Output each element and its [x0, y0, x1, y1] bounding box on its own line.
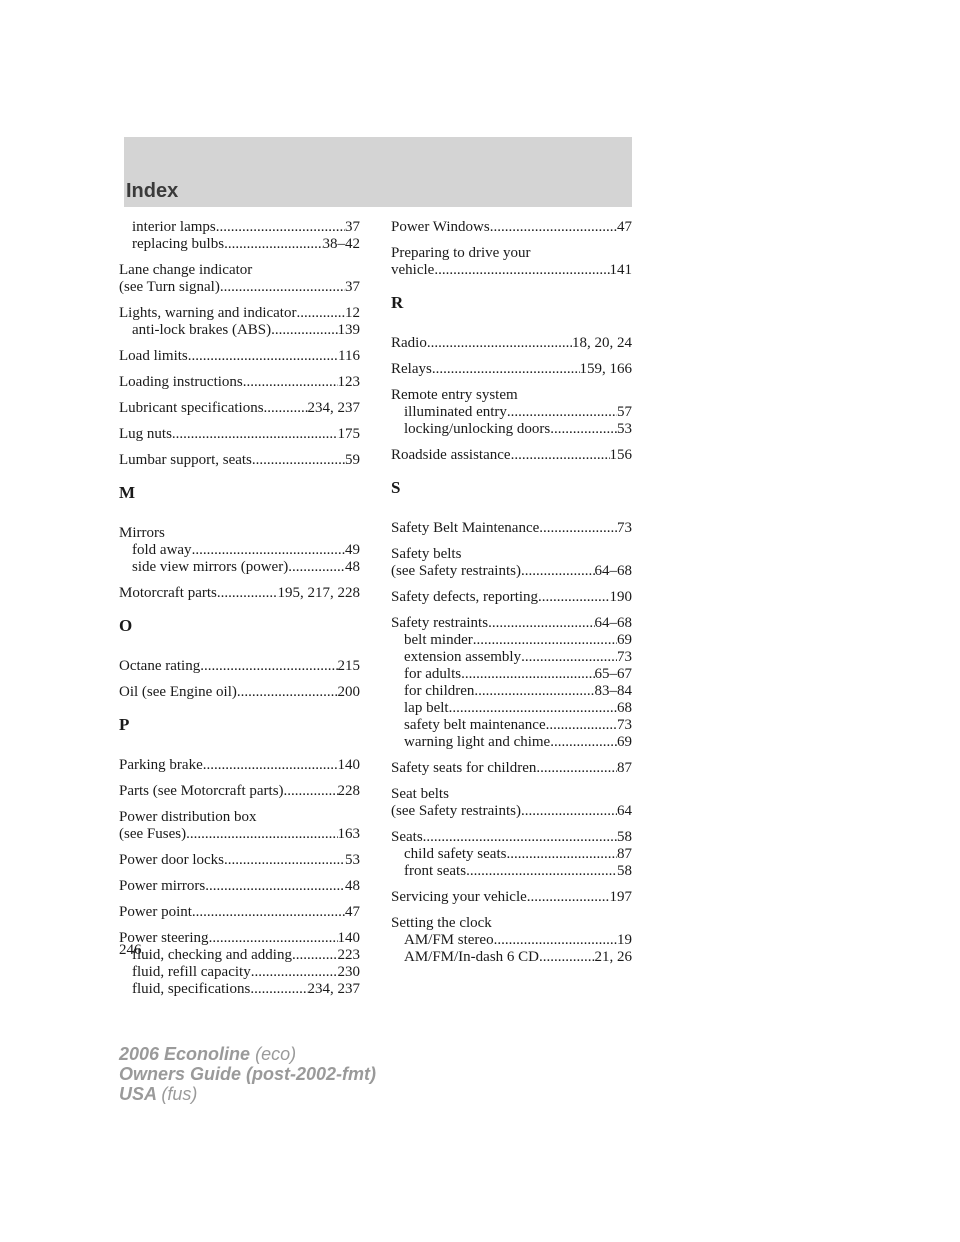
entry-label: fluid, specifications — [132, 981, 251, 997]
index-entry — [119, 400, 360, 417]
index-entry — [391, 889, 632, 906]
dot-leader — [205, 878, 345, 895]
dot-leader — [449, 700, 617, 717]
dot-leader — [296, 305, 345, 322]
dot-leader — [473, 632, 617, 649]
entry-label: Lumbar support, seats — [119, 452, 252, 468]
dot-leader — [217, 585, 278, 602]
index-entry-line — [391, 760, 632, 777]
page-reference: 53 — [345, 852, 360, 868]
entry-label: Loading instructions — [119, 374, 243, 390]
entry-label: Lubricant specifications — [119, 400, 264, 416]
page-reference: 47 — [617, 219, 632, 235]
index-entry — [391, 546, 632, 580]
index-entry-line — [119, 684, 360, 701]
page-reference: 197 — [609, 889, 632, 905]
page-reference: 21, 26 — [594, 949, 632, 965]
page-reference: 12 — [345, 305, 360, 321]
dot-leader — [423, 829, 617, 846]
entry-label: illuminated entry — [404, 404, 507, 420]
dot-leader — [264, 400, 308, 417]
page-reference: 116 — [338, 348, 360, 364]
index-entry — [391, 361, 632, 378]
entry-label: AM/FM/In-dash 6 CD — [404, 949, 540, 965]
index-entry-line — [119, 426, 360, 443]
index-entry-line — [391, 889, 632, 906]
index-entry — [391, 615, 632, 751]
section-letter: P — [119, 715, 130, 734]
entry-label: Remote entry system — [391, 387, 518, 403]
dot-leader — [192, 904, 345, 921]
page-reference: 175 — [337, 426, 360, 442]
page-reference: 87 — [617, 760, 632, 776]
entry-label: Power Windows — [391, 219, 490, 235]
index-entry-line — [391, 589, 632, 606]
page-reference: 215 — [337, 658, 360, 674]
dot-leader — [474, 683, 594, 700]
page-reference: 87 — [617, 846, 632, 862]
entry-label: interior lamps — [132, 219, 216, 235]
header-band — [124, 137, 632, 207]
entry-label: Preparing to drive your — [391, 245, 531, 261]
index-entry-line — [391, 563, 632, 580]
dot-leader — [288, 559, 345, 576]
index-entry-line — [391, 335, 632, 352]
index-subentry — [119, 981, 360, 998]
index-entry-line — [391, 915, 632, 932]
index-entry — [119, 262, 360, 296]
page-reference: 58 — [617, 829, 632, 845]
entry-label: replacing bulbs — [132, 236, 225, 252]
entry-label: Lights, warning and indicator — [119, 305, 297, 321]
entry-label: Radio — [391, 335, 427, 351]
dot-leader — [521, 803, 617, 820]
entry-label: Power distribution box — [119, 809, 257, 825]
entry-label: AM/FM stereo — [404, 932, 494, 948]
entry-label: lap belt — [404, 700, 449, 716]
dot-leader — [511, 447, 610, 464]
index-entry-line — [391, 829, 632, 846]
entry-label: for children — [404, 683, 475, 699]
footer-model: 2006 Econoline — [119, 1044, 251, 1064]
entry-label: Servicing your vehicle — [391, 889, 527, 905]
index-entry-line — [119, 374, 360, 391]
page-reference: 64 — [617, 803, 632, 819]
page-reference: 200 — [337, 684, 360, 700]
dot-leader — [550, 734, 617, 751]
index-subentry — [391, 949, 632, 966]
index-subentry — [119, 559, 360, 576]
page-reference: 195, 217, 228 — [277, 585, 360, 601]
entry-label: Power point — [119, 904, 192, 920]
index-subentry — [391, 734, 632, 751]
entry-label: Oil (see Engine oil) — [119, 684, 237, 700]
index-entry — [119, 525, 360, 576]
entry-label: Seats — [391, 829, 423, 845]
entry-label: Roadside assistance — [391, 447, 511, 463]
dot-leader — [243, 374, 338, 391]
index-entry-line — [119, 525, 360, 542]
entry-label: front seats — [404, 863, 467, 879]
dot-leader — [527, 889, 610, 906]
entry-label: Lug nuts — [119, 426, 172, 442]
index-entry-line — [391, 387, 632, 404]
entry-label: (see Safety restraints) — [391, 563, 521, 579]
dot-leader — [550, 421, 617, 438]
index-entry — [391, 589, 632, 606]
page-reference: 64–68 — [594, 563, 632, 579]
entry-label: child safety seats — [404, 846, 507, 862]
entry-label: vehicle — [391, 262, 435, 278]
dot-leader — [188, 348, 338, 365]
page-reference: 57 — [617, 404, 632, 420]
dot-leader — [461, 666, 594, 683]
index-entry — [119, 783, 360, 800]
page-reference: 163 — [337, 826, 360, 842]
index-column-right — [391, 219, 632, 975]
index-entry-line — [391, 803, 632, 820]
entry-label: fold away — [132, 542, 192, 558]
index-entry-line — [119, 279, 360, 296]
entry-label: extension assembly — [404, 649, 522, 665]
page-reference: 73 — [617, 520, 632, 536]
entry-label: fluid, checking and adding — [132, 947, 292, 963]
page-reference: 73 — [617, 717, 632, 733]
entry-label: Safety defects, reporting — [391, 589, 539, 605]
entry-label: Seat belts — [391, 786, 449, 802]
index-entry-line — [119, 904, 360, 921]
entry-label: Parts (see Motorcraft parts) — [119, 783, 284, 799]
index-entry — [391, 786, 632, 820]
entry-label: Power door locks — [119, 852, 224, 868]
index-entry — [391, 335, 632, 352]
dot-leader — [490, 219, 617, 236]
index-entry — [119, 426, 360, 443]
index-entry-line — [119, 585, 360, 602]
page-reference: 234, 237 — [307, 981, 360, 997]
page-reference: 230 — [337, 964, 360, 980]
page-reference: 123 — [337, 374, 360, 390]
page-reference: 69 — [617, 734, 632, 750]
footer-guide: Owners Guide (post-2002-fmt) — [119, 1064, 377, 1084]
dot-leader — [224, 852, 345, 869]
entry-label: Safety seats for children — [391, 760, 537, 776]
index-entry — [391, 245, 632, 279]
footer-line-1 — [119, 1044, 376, 1064]
page-reference: 228 — [337, 783, 360, 799]
index-subentry — [119, 542, 360, 559]
dot-leader — [539, 949, 594, 966]
index-entry — [119, 809, 360, 843]
index-subentry — [391, 683, 632, 700]
index-subentry — [391, 421, 632, 438]
index-entry — [119, 878, 360, 895]
entry-label: (see Safety restraints) — [391, 803, 521, 819]
index-entry — [391, 219, 632, 236]
page-reference: 73 — [617, 649, 632, 665]
dot-leader — [506, 846, 617, 863]
footer-market-code: (fus) — [161, 1084, 198, 1104]
index-subentry — [391, 666, 632, 683]
index-entry-line — [391, 219, 632, 236]
footer-line-2 — [119, 1064, 376, 1084]
page-reference: 58 — [617, 863, 632, 879]
index-entry-line — [119, 878, 360, 895]
index-subentry — [119, 236, 360, 253]
page-reference: 49 — [345, 542, 360, 558]
entry-label: Power steering — [119, 930, 209, 946]
index-entry-line — [119, 826, 360, 843]
index-entry-line — [119, 262, 360, 279]
dot-leader — [216, 219, 345, 236]
dot-leader — [507, 404, 617, 421]
entry-label: Setting the clock — [391, 915, 492, 931]
page-reference: 223 — [337, 947, 360, 963]
index-entry — [391, 387, 632, 438]
index-entry — [119, 852, 360, 869]
entry-label: belt minder — [404, 632, 473, 648]
index-subentry — [391, 632, 632, 649]
footer-model-code: (eco) — [255, 1044, 297, 1064]
index-entry-line — [391, 262, 632, 279]
index-entry-line — [391, 615, 632, 632]
index-entry — [391, 760, 632, 777]
index-entry-line — [391, 447, 632, 464]
index-entry — [119, 374, 360, 391]
entry-label: anti-lock brakes (ABS) — [132, 322, 272, 338]
dot-leader — [200, 658, 337, 675]
entry-label: Lane change indicator — [119, 262, 253, 278]
page-reference: 159, 166 — [579, 361, 632, 377]
index-entry — [119, 658, 360, 675]
dot-leader — [237, 684, 338, 701]
dot-leader — [536, 760, 617, 777]
index-subentry — [119, 947, 360, 964]
index-subentry — [119, 964, 360, 981]
dot-leader — [220, 279, 345, 296]
entry-label: Parking brake — [119, 757, 203, 773]
dot-leader — [427, 335, 572, 352]
index-entry — [119, 305, 360, 339]
dot-leader — [250, 981, 307, 998]
dot-leader — [432, 361, 580, 378]
index-entry-line — [119, 852, 360, 869]
entry-label: warning light and chime — [404, 734, 551, 750]
footer — [119, 1044, 376, 1104]
index-column-left — [119, 219, 360, 1007]
index-entry-line — [391, 786, 632, 803]
entry-label: (see Fuses) — [119, 826, 187, 842]
index-subentry — [391, 649, 632, 666]
entry-label: Safety Belt Maintenance — [391, 520, 540, 536]
index-entry — [119, 219, 360, 253]
index-entry-line — [119, 400, 360, 417]
entry-label: (see Turn signal) — [119, 279, 220, 295]
section-letter: S — [391, 478, 401, 497]
index-entry-line — [119, 809, 360, 826]
page-reference: 68 — [617, 700, 632, 716]
page-reference: 38–42 — [322, 236, 360, 252]
index-entry — [391, 829, 632, 880]
dot-leader — [521, 563, 595, 580]
index-entry-line — [119, 658, 360, 675]
entry-label: Power mirrors — [119, 878, 206, 894]
page-reference: 83–84 — [594, 683, 632, 699]
page-reference: 53 — [617, 421, 632, 437]
dot-leader — [546, 717, 617, 734]
index-entry — [119, 585, 360, 602]
page-reference: 190 — [609, 589, 632, 605]
entry-label: Safety belts — [391, 546, 462, 562]
index-entry — [119, 757, 360, 774]
page-reference: 69 — [617, 632, 632, 648]
dot-leader — [192, 542, 345, 559]
index-entry-line — [391, 546, 632, 563]
entry-label: Motorcraft parts — [119, 585, 217, 601]
dot-leader — [292, 947, 338, 964]
dot-leader — [172, 426, 338, 443]
index-entry-line — [119, 348, 360, 365]
dot-leader — [252, 452, 345, 469]
index-entry-line — [119, 305, 360, 322]
page-reference: 140 — [337, 757, 360, 773]
index-entry-line — [119, 783, 360, 800]
page-reference: 48 — [345, 878, 360, 894]
dot-leader — [538, 589, 609, 606]
dot-leader — [209, 930, 338, 947]
dot-leader — [284, 783, 338, 800]
page-reference: 47 — [345, 904, 360, 920]
index-subentry — [391, 846, 632, 863]
page-reference: 19 — [617, 932, 632, 948]
footer-market: USA — [119, 1084, 157, 1104]
index-entry — [119, 904, 360, 921]
page-reference: 139 — [337, 322, 360, 338]
page-reference: 37 — [345, 279, 360, 295]
entry-label: Safety restraints — [391, 615, 489, 631]
index-entry — [119, 684, 360, 701]
index-entry — [119, 930, 360, 998]
footer-line-3 — [119, 1084, 376, 1104]
page-reference: 59 — [345, 452, 360, 468]
entry-label: fluid, refill capacity — [132, 964, 251, 980]
dot-leader — [494, 932, 617, 949]
index-entry-line — [391, 520, 632, 537]
page-reference: 141 — [609, 262, 632, 278]
index-entry — [391, 447, 632, 464]
index-entry-line — [391, 245, 632, 262]
index-entry — [119, 452, 360, 469]
page-reference: 140 — [337, 930, 360, 946]
entry-label: Relays — [391, 361, 432, 377]
index-subentry — [391, 717, 632, 734]
entry-label: Octane rating — [119, 658, 201, 674]
dot-leader — [251, 964, 338, 981]
section-letter: O — [119, 616, 133, 635]
index-entry-line — [119, 930, 360, 947]
entry-label: safety belt maintenance — [404, 717, 546, 733]
index-subentry — [391, 932, 632, 949]
entry-label: side view mirrors (power) — [132, 559, 289, 575]
entry-label: for adults — [404, 666, 462, 682]
dot-leader — [539, 520, 617, 537]
dot-leader — [203, 757, 338, 774]
page-reference: 37 — [345, 219, 360, 235]
section-letter: M — [119, 483, 136, 502]
page-reference: 64–68 — [594, 615, 632, 631]
index-entry — [391, 520, 632, 537]
page-reference: 48 — [345, 559, 360, 575]
index-entry — [119, 348, 360, 365]
page-number: 246 — [119, 942, 142, 958]
index-subentry — [391, 404, 632, 421]
page-reference: 156 — [609, 447, 632, 463]
page-title: Index — [126, 180, 179, 202]
entry-label: Load limits — [119, 348, 188, 364]
index-subentry — [391, 700, 632, 717]
page-reference: 18, 20, 24 — [572, 335, 632, 351]
index-subentry — [119, 322, 360, 339]
page-reference: 234, 237 — [307, 400, 360, 416]
entry-label: Mirrors — [119, 525, 165, 541]
index-entry-line — [119, 452, 360, 469]
dot-leader — [186, 826, 337, 843]
dot-leader — [434, 262, 609, 279]
index-entry-line — [119, 757, 360, 774]
dot-leader — [224, 236, 322, 253]
index-subentry — [119, 219, 360, 236]
dot-leader — [271, 322, 337, 339]
index-entry — [391, 915, 632, 966]
index-subentry — [391, 863, 632, 880]
dot-leader — [466, 863, 617, 880]
dot-leader — [488, 615, 594, 632]
dot-leader — [521, 649, 617, 666]
entry-label: locking/unlocking doors — [404, 421, 551, 437]
index-entry-line — [391, 361, 632, 378]
section-letter: R — [391, 293, 404, 312]
page-reference: 65–67 — [594, 666, 632, 682]
